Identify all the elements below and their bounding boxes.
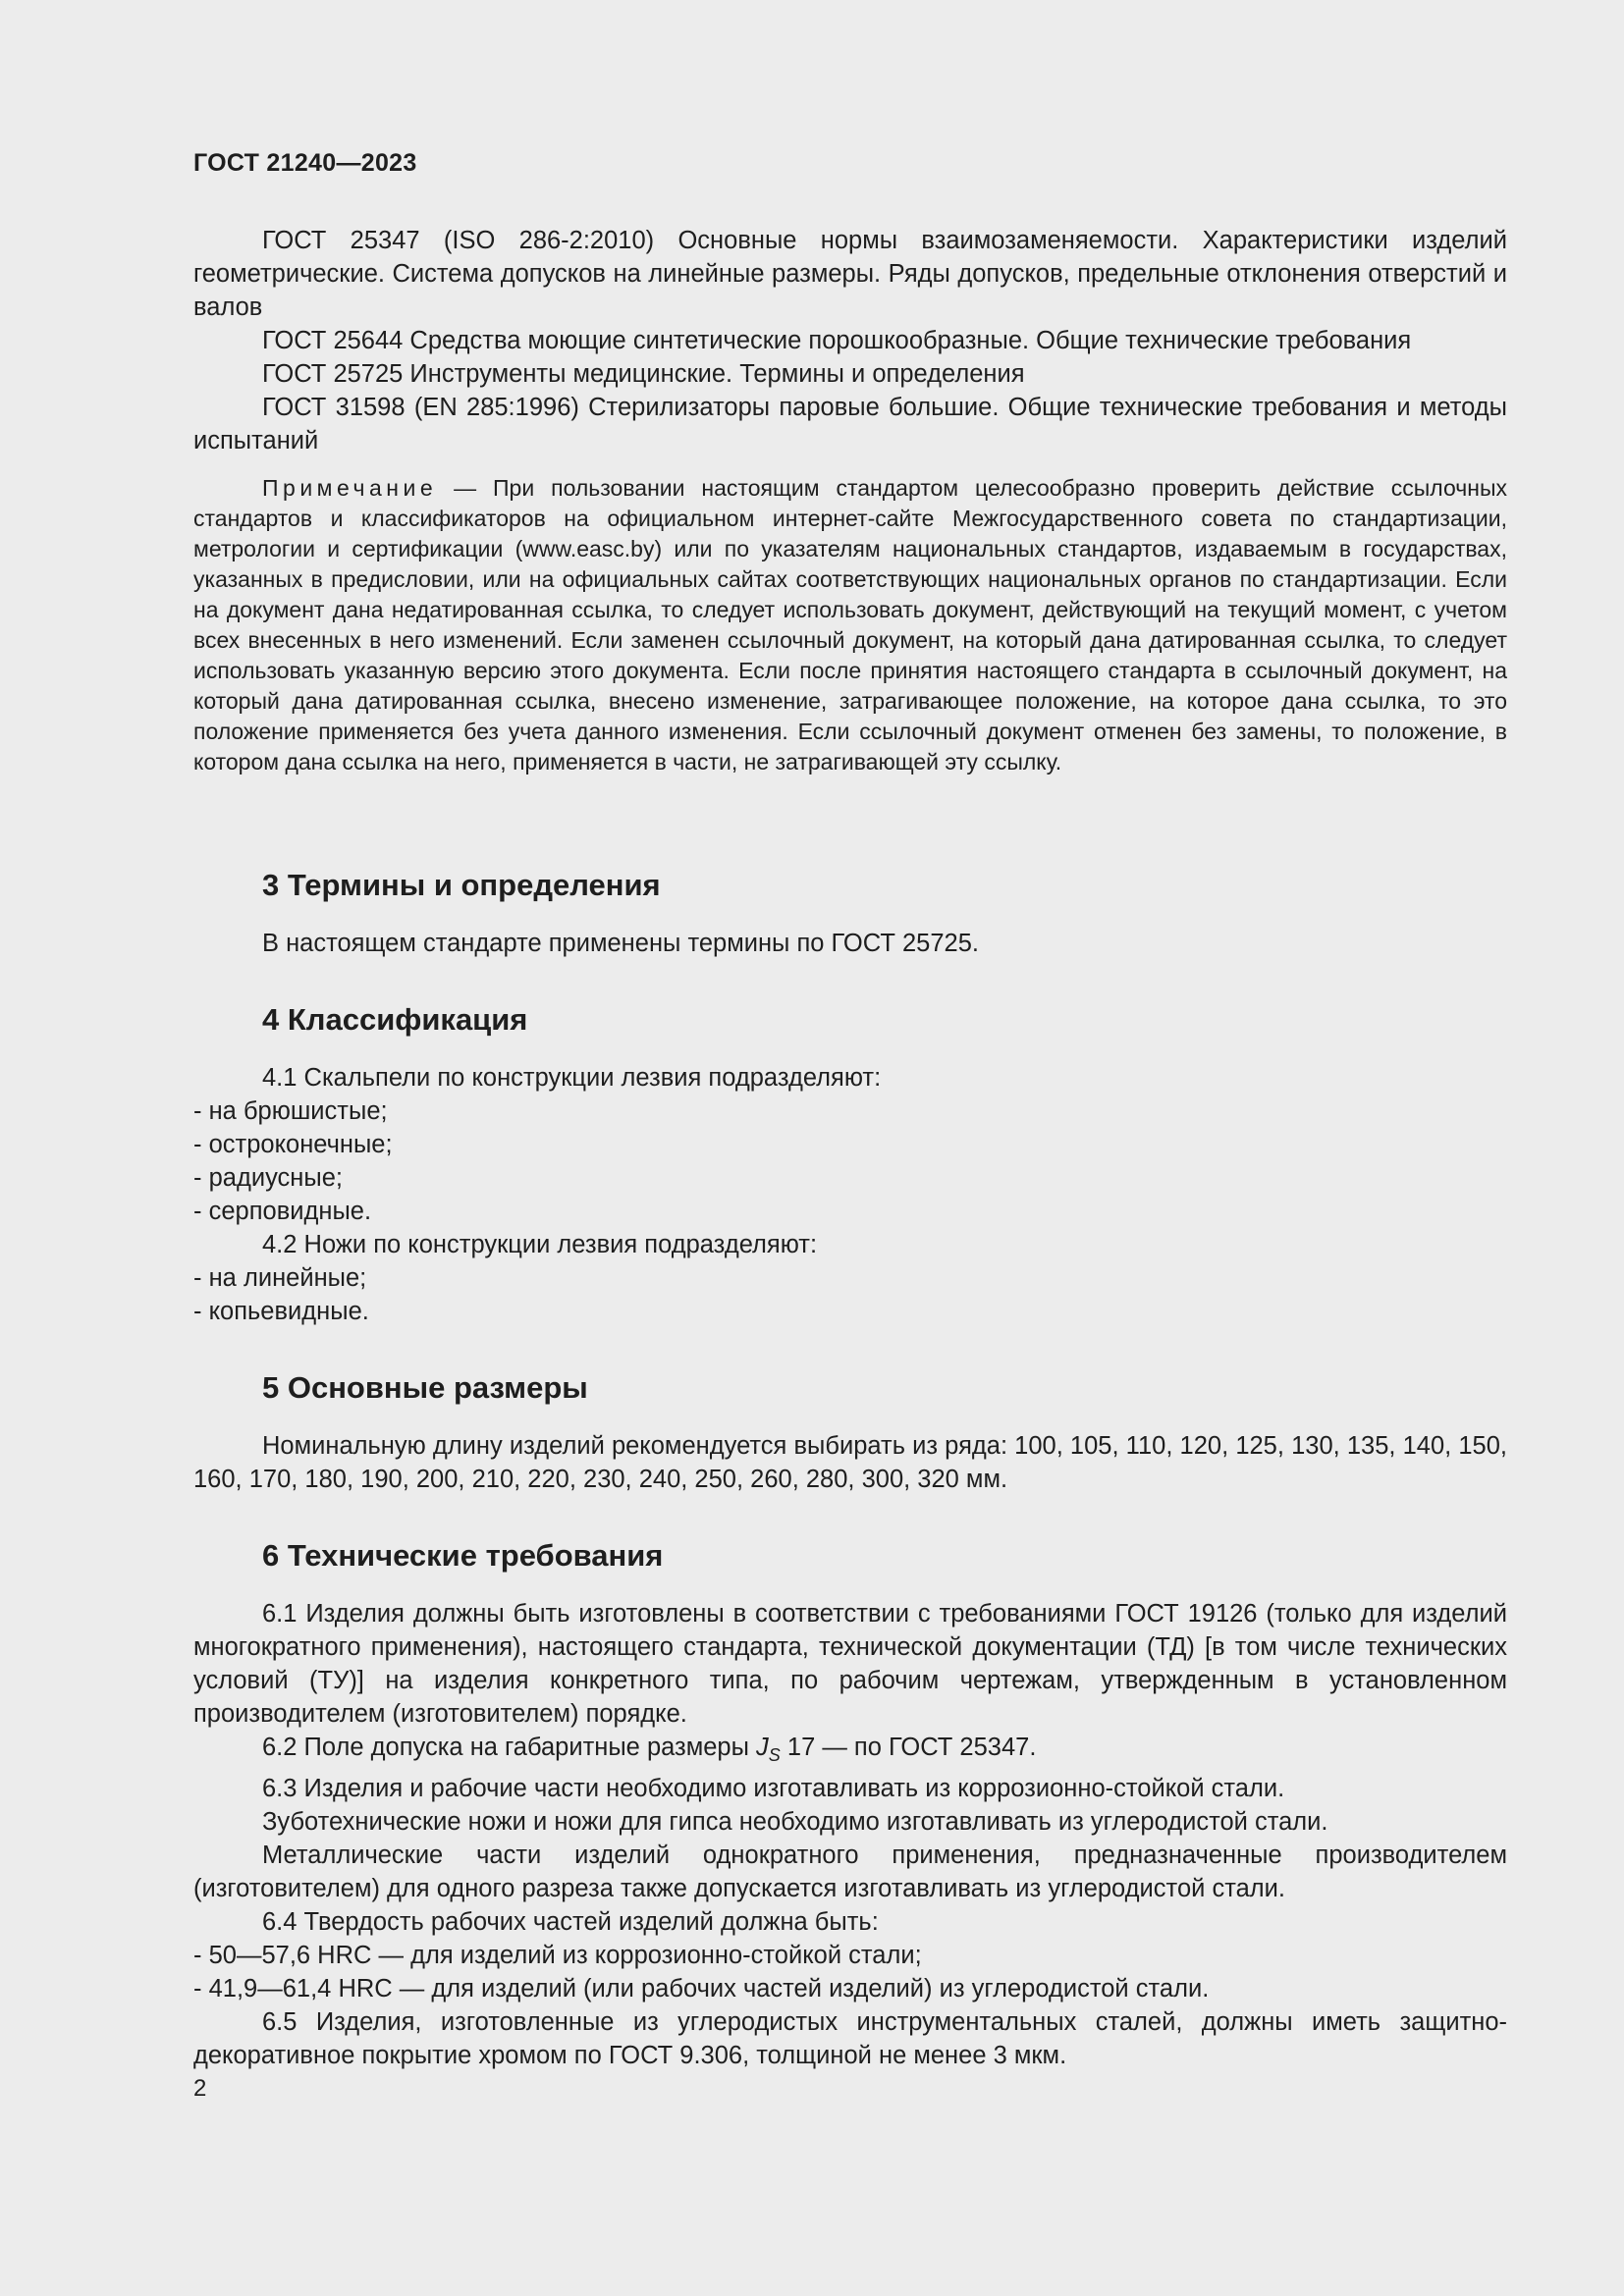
list-item: - на брюшистые; — [193, 1097, 388, 1125]
section-4 — [193, 1000, 1507, 1328]
list-item: - 50—57,6 HRC — для изделий из коррозионно-стойкой стали; — [193, 1942, 922, 1969]
reference-item: ГОСТ 25725 Инструменты медицинские. Термины и определения — [262, 360, 1025, 388]
section-6-title: 6 Технические требования — [262, 1538, 664, 1573]
list-item: - радиусные; — [193, 1164, 343, 1192]
clause-4-1: 4.1 Скальпели по конструкции лезвия подразделяют: — [262, 1064, 882, 1092]
document-header: ГОСТ 21240—2023 — [193, 149, 417, 177]
list-item: - копьевидные. — [193, 1298, 369, 1325]
list-item: - 41,9—61,4 HRC — для изделий (или рабочих частей изделий) из углеродистой стали. — [193, 1975, 1210, 2002]
section-6 — [193, 1536, 1507, 2072]
reference-item: ГОСТ 25644 Средства моющие синтетические порошкообразные. Общие технические требования — [262, 327, 1412, 354]
page-number: 2 — [193, 2075, 207, 2102]
section-5-text: Номинальную длину изделий рекомендуется выбирать из ряда: 100, 105, 110, 120, 125, 130, 135, 140, 150, 160, 170, 180, 190, 200, 210, 220, 230, 240, 250, 260, 280, 300, 320 мм. — [193, 1432, 1507, 1493]
section-4-title: 4 Классификация — [262, 1002, 528, 1037]
section-3 — [193, 866, 1507, 960]
clause-6-3: 6.3 Изделия и рабочие части необходимо изготавливать из коррозионно-стойкой стали. — [262, 1775, 1285, 1802]
section-3-title: 3 Термины и определения — [262, 868, 661, 902]
clause-6-3-note: Металлические части изделий однократного применения, предназначенные производителем (изготовителем) для одного разреза также допускается изготавливать из углеродистой стали. — [193, 1842, 1507, 1902]
clause-6-3-note: Зуботехнические ножи и ножи для гипса необходимо изготавливать из углеродистой стали. — [262, 1808, 1328, 1836]
clause-6-5: 6.5 Изделия, изготовленные из углеродистых инструментальных сталей, должны иметь защитно-декоративное покрытие хромом по ГОСТ 9.306, толщиной не менее 3 мкм. — [193, 2008, 1507, 2069]
normative-references — [193, 224, 1507, 457]
note-label: Примечание — [262, 475, 438, 501]
section-5-title: 5 Основные размеры — [262, 1370, 588, 1405]
clause-6-2: 6.2 Поле допуска на габаритные размеры $J_S$ 17 — по ГОСТ 25347. — [262, 1734, 1037, 1765]
section-5 — [193, 1368, 1507, 1496]
clause-6-4: 6.4 Твердость рабочих частей изделий должна быть: — [262, 1908, 879, 1936]
list-item: - на линейные; — [193, 1264, 367, 1292]
note-text: — При пользовании настоящим стандартом целесообразно проверить действие ссылочных стандартов и классификаторов на официальном интернет-сайте Межгосударственного совета по стандартизации, метрологии и сертификации (www.easc.by) или по указателям национальных стандартов, издаваемым в государствах, указанных в предисловии, или на официальных сайтах соответствующих национальных органов по стандартизации. Если на документ дана недатированная ссылка, то следует использовать документ, действующий на текущий момент, с учетом всех внесенных в него изменений. Если заменен ссылочный документ, на который дана датированная ссылка, то следует использовать указанную версию этого документа. Если после принятия настоящего стандарта в ссылочный документ, на который дана датированная ссылка, внесено изменение, затрагивающее положение, на которое дана ссылка, то это положение применяется без учета данного изменения. Если ссылочный документ отменен без замены, то положение, в котором дана ссылка на него, применяется в части, не затрагивающей эту ссылку. — [193, 475, 1507, 774]
note-paragraph — [193, 473, 1507, 777]
section-3-text: В настоящем стандарте применены термины по ГОСТ 25725. — [262, 930, 979, 957]
clause-6-1: 6.1 Изделия должны быть изготовлены в соответствии с требованиями ГОСТ 19126 (только для изделий многократного применения), настоящего стандарта, технической документации (ТД) [в том числе технических условий (ТУ)] на изделия конкретного типа, по рабочим чертежам, утвержденным в установленном производителем (изготовителем) порядке. — [193, 1600, 1507, 1728]
clause-4-2: 4.2 Ножи по конструкции лезвия подразделяют: — [262, 1231, 818, 1258]
list-item: - серповидные. — [193, 1198, 372, 1225]
reference-item: ГОСТ 25347 (ISO 286-2:2010) Основные нормы взаимозаменяемости. Характеристики изделий геометрические. Система допусков на линейные размеры. Ряды допусков, предельные отклонения отверстий и валов — [193, 227, 1507, 321]
list-item: - остроконечные; — [193, 1131, 393, 1158]
reference-item: ГОСТ 31598 (EN 285:1996) Стерилизаторы паровые большие. Общие технические требования и методы испытаний — [193, 394, 1507, 454]
